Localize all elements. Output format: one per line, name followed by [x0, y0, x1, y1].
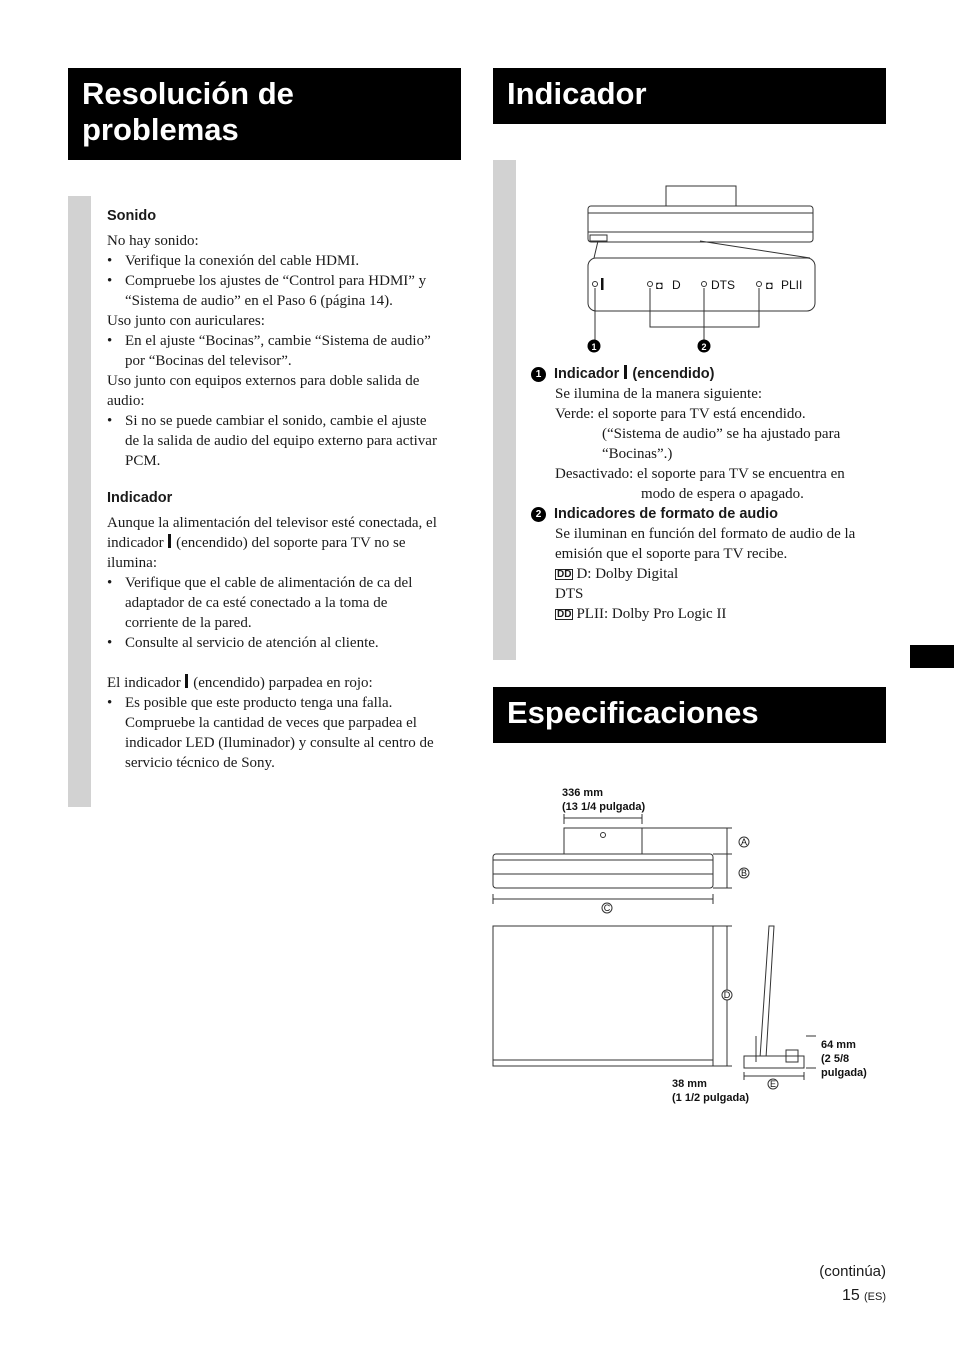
height-in-label-b: pulgada) [821, 1067, 867, 1079]
dimensions-diagram [486, 780, 886, 1110]
dim-letter-d: D [723, 990, 731, 1000]
power-symbol-icon [185, 674, 188, 688]
indicator-diagram [580, 182, 825, 357]
list-item: • Compruebe los ajustes de “Control para HDMI” y “Sistema de audio” en el Paso 6 (página 14). [107, 271, 463, 311]
width-mm-label: 336 mm [562, 787, 603, 799]
dolby-icon: DD [557, 609, 572, 620]
section-heading-especificaciones [493, 687, 886, 743]
indicator-label-plii: PLII [781, 278, 803, 292]
width-in-label: (13 1/4 pulgada) [562, 801, 646, 813]
section-heading-resolucion [68, 68, 461, 160]
heading-text: Especificaciones [507, 695, 759, 730]
list-item: • Consulte al servicio de atención al cliente. [107, 633, 463, 653]
heading-line-2: problemas [82, 112, 239, 147]
svg-text:◘: ◘ [766, 280, 773, 292]
subheading-sonido: Sonido [107, 208, 157, 224]
paragraph: Uso junto con auriculares: [107, 313, 265, 329]
indicator-label-d: D [672, 278, 681, 292]
power-symbol-icon [601, 278, 604, 290]
height-in-label-a: (2 5/8 [821, 1053, 850, 1065]
indicator-description: 1 Indicador (encendido) Se ilumina de la manera siguiente: Verde: el soporte para TV está encendido. (“Sistema de audio” se ha ajustado para “Bocinas”.) Desactivado: el soporte para TV se encuentra en modo de espera o apagado. 2 Indicadores de formato de audio Se iluminan en función del formato de audio de la emisión que el soporte para TV recibe. DD D: Dolby Digital DTS DD PLII: Dolby Pro Logic II [531, 364, 891, 624]
callout-1: 1 [591, 342, 597, 352]
list-item: • Verifique la conexión del cable HDMI. [107, 251, 463, 271]
paragraph: No hay sonido: [107, 233, 199, 249]
power-symbol-icon [168, 534, 171, 548]
item-2-title: 2 Indicadores de formato de audio [531, 504, 891, 524]
list-item: • Verifique que el cable de alimentación de ca del adaptador de ca esté conectado a la toma de corriente de la pared. [107, 573, 463, 633]
page-number: 15 (ES) [842, 1287, 886, 1304]
section-tab [910, 645, 954, 668]
dd-label: ◘ [656, 280, 663, 292]
list-item: • En el ajuste “Bocinas”, cambie “Sistema de audio” por “Bocinas del televisor”. [107, 331, 463, 371]
callout-2: 2 [701, 342, 707, 352]
depth-mm-label: 38 mm [672, 1078, 707, 1090]
power-symbol-icon [624, 365, 627, 379]
dim-letter-a: A [740, 837, 748, 847]
height-mm-label: 64 mm [821, 1039, 856, 1051]
dim-letter-b: B [740, 868, 748, 878]
paragraph: Uso junto con equipos externos para doble salida de audio: [107, 373, 420, 409]
continua-label: (continúa) [819, 1263, 886, 1280]
heading-line-1: Resolución de [82, 76, 294, 111]
dolby-icon: DD [557, 569, 572, 580]
paragraph: Aunque la alimentación del televisor esté conectada, el indicador (encendido) del soporte para TV no se ilumina: [107, 515, 437, 571]
margin-bar-left [68, 196, 91, 807]
dim-letter-e: E [769, 1079, 777, 1089]
margin-bar-right [493, 160, 516, 660]
subheading-indicador: Indicador [107, 490, 173, 506]
dim-letter-c: C [603, 903, 611, 913]
list-item: • Es posible que este producto tenga una falla. Compruebe la cantidad de veces que parpadea el indicador LED (Iluminador) y consulte al centro de servicio técnico de Sony. [107, 693, 463, 773]
section-heading-indicador [493, 68, 886, 124]
list-item: • Si no se puede cambiar el sonido, cambie el ajuste de la salida de audio del equipo externo para activar PCM. [107, 411, 463, 471]
item-1-title: 1 Indicador (encendido) [531, 364, 891, 384]
paragraph: El indicador (encendido) parpadea en rojo: [107, 675, 373, 691]
depth-in-label: (1 1/2 pulgada) [672, 1092, 750, 1104]
indicator-label-dts: DTS [711, 278, 735, 292]
troubleshooting-text [107, 206, 463, 773]
heading-text: Indicador [507, 76, 647, 111]
